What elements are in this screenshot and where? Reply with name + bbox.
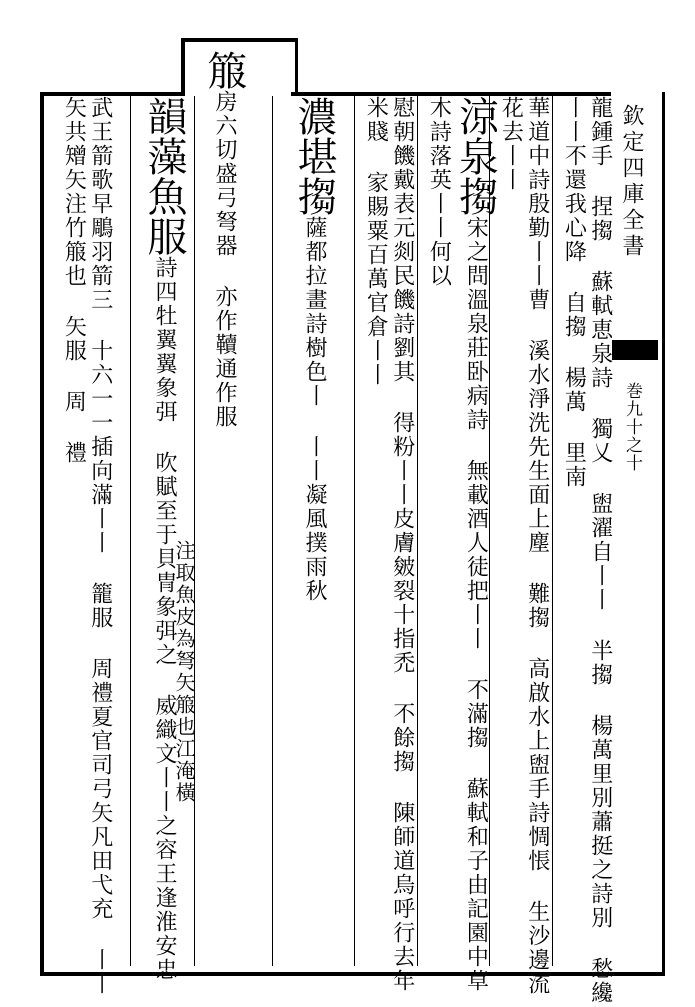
text-column-5: [290, 96, 338, 603]
entry-heading: 濃堪搊: [291, 96, 337, 216]
column-rule: [272, 96, 273, 966]
column-text: 慰朝饑戴表元剡民饑詩劉其 得粉丨丨皮膚皴裂十指禿 不餘搊 陳師道烏呼行去年米賤 家賜粟百萬官倉丨丨: [363, 96, 415, 993]
column-rule: [552, 96, 553, 966]
text-column-4: [362, 96, 415, 1007]
column-text: 房六切盛弓弩器 亦作韇通作服: [212, 90, 237, 429]
text-column-8: [60, 96, 113, 1007]
column-rule: [194, 96, 195, 966]
text-column-3: [425, 96, 499, 1007]
column-text: 注取魚皮為弩矢箙也江淹橫: [172, 540, 196, 804]
volume-label: 巻九十之十: [622, 382, 642, 472]
text-column-6: [200, 50, 248, 429]
book-title: 欽定四庫全書: [619, 104, 644, 260]
column-text: 龍鍾手 捏搊 蘇軾恵泉詩 獨乂 盥濯自丨丨 半搊 楊萬里別蕭挺之詩別 愁纔丨丨不還我心降 自搊 楊萬 里南: [561, 96, 613, 1005]
column-text: 薩都拉畫詩樹色丨 丨丨凝風撲雨秋: [302, 216, 327, 603]
text-column-2: [497, 96, 550, 1007]
column-text: 宋之問溫泉莊卧病詩 無載酒人徒把丨丨 不滿搊 蘇軾和子由記園中草 木詩落英丨丨何以: [426, 96, 489, 993]
column-text: 詩四牡翼翼象弭 吹賦至于貝冑象弭之 威織文丨丨之容王逢淮安忠: [152, 256, 177, 982]
column-text: 華道中詩殷勤丨丨曹 溪水淨洗先生面上塵 難搊 高啟水上盥手詩惆悵 生沙邊流花去丨丨: [498, 96, 550, 996]
column-rule: [130, 96, 131, 966]
entry-heading: 涼泉搊: [452, 96, 499, 216]
column-rule: [354, 96, 355, 966]
text-column-9: [172, 540, 196, 804]
entry-heading: 韻藻魚服: [141, 96, 187, 256]
column-text: 武王箭歌早鵰羽箭三 十六一一插向滿丨丨 籠服 周禮夏官司弓矢凡田弋充 丨丨矢共矰矢注竹箙也 矢服 周 禮: [61, 96, 113, 996]
text-column-1: [560, 96, 613, 1007]
text-column-7: [140, 96, 188, 982]
margin-strip: [612, 92, 658, 972]
column-rule: [417, 96, 418, 966]
entry-heading: 箙: [201, 50, 247, 90]
fish-tail-mark: [612, 340, 658, 360]
